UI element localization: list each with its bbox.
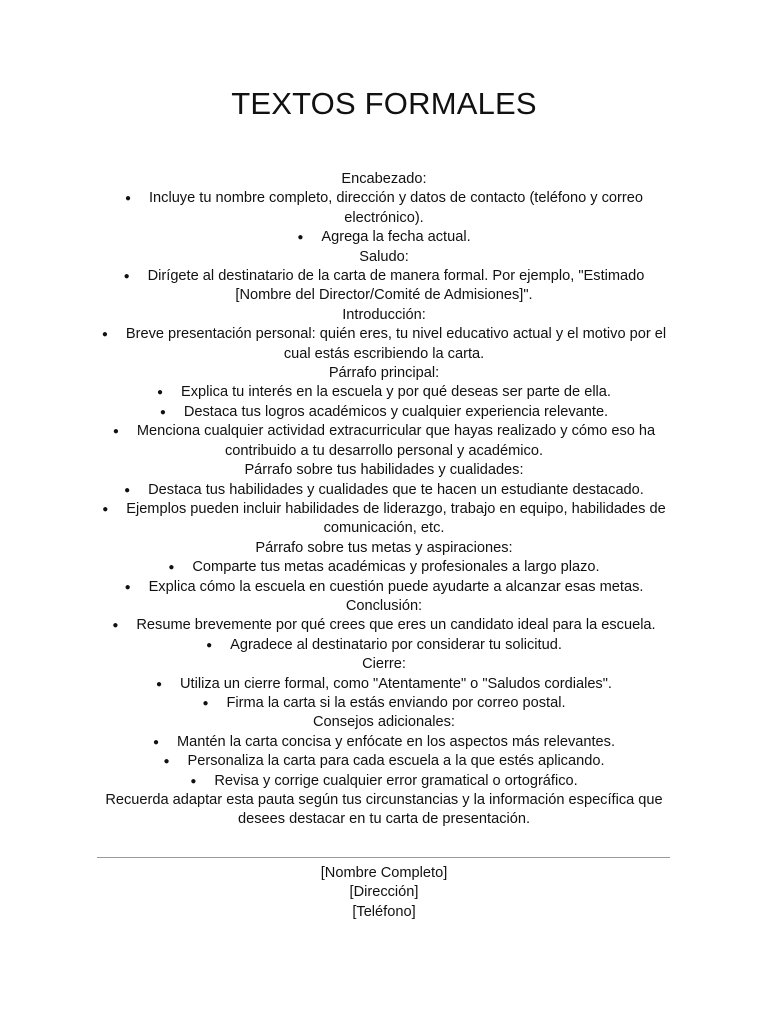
list-item-text: Agrega la fecha actual.	[321, 229, 471, 246]
section-heading-parrafo-principal: Párrafo principal:	[328, 365, 440, 382]
list-item	[96, 694, 672, 713]
section-list-saludo	[96, 267, 672, 306]
list-item-text: Incluye tu nombre completo, dirección y datos de contacto (teléfono y correo electrónico).	[148, 190, 644, 226]
list-item-text: Explica cómo la escuela en cuestión puede ayudarte a alcanzar esas metas.	[148, 578, 644, 595]
bullet-icon: ●	[124, 581, 131, 593]
bullet-icon: ●	[156, 678, 163, 690]
list-item-text: Menciona cualquier actividad extracurricular que hayas realizado y cómo eso ha contribuido a tu desarrollo personal y académico.	[136, 423, 656, 459]
list-item-text: Agradece al destinatario por considerar tu solicitud.	[230, 636, 562, 653]
bullet-icon: ●	[168, 562, 175, 574]
section-list-encabezado	[96, 189, 672, 247]
section-list-consejos	[96, 733, 672, 791]
list-item	[96, 616, 672, 635]
list-item-text: Explica tu interés en la escuela y por qué deseas ser parte de ella.	[181, 384, 611, 401]
bullet-icon: ●	[101, 329, 108, 341]
section-heading-metas: Párrafo sobre tus metas y aspiraciones:	[255, 539, 513, 556]
section-heading-cierre: Cierre:	[362, 656, 406, 673]
section-list-cierre	[96, 675, 672, 714]
bullet-icon: ●	[112, 426, 119, 438]
bullet-icon: ●	[297, 232, 304, 244]
bullet-icon: ●	[123, 271, 130, 283]
list-item	[96, 383, 672, 402]
document-title: TEXTOS FORMALES	[231, 86, 537, 121]
list-item	[96, 267, 672, 306]
section-list-metas	[96, 558, 672, 597]
list-item	[96, 675, 672, 694]
list-item-text: Resume brevemente por qué crees que eres un candidato ideal para la escuela.	[136, 617, 656, 634]
list-item-text: Utiliza un cierre formal, como "Atentamente" o "Saludos cordiales".	[180, 675, 612, 692]
list-item	[96, 500, 672, 539]
list-item	[96, 403, 672, 422]
section-heading-conclusion: Conclusión:	[345, 597, 423, 614]
list-item	[96, 558, 672, 577]
bullet-icon: ●	[112, 620, 119, 632]
horizontal-divider	[97, 857, 670, 858]
bullet-icon: ●	[159, 406, 166, 418]
document-body	[96, 170, 672, 830]
bullet-icon: ●	[157, 387, 164, 399]
section-list-parrafo-principal	[96, 383, 672, 461]
list-item-text: Dirígete al destinatario de la carta de manera formal. Por ejemplo, "Estimado [Nombre del Director/Comité de Admisiones]".	[147, 268, 645, 304]
list-item-text: Mantén la carta concisa y enfócate en los aspectos más relevantes.	[176, 733, 616, 750]
list-item-text: Breve presentación personal: quién eres, tu nivel educativo actual y el motivo por el cual estás escribiendo la carta.	[125, 326, 667, 362]
list-item	[96, 189, 672, 228]
list-item	[96, 733, 672, 752]
bullet-icon: ●	[124, 193, 132, 205]
list-item-text: Revisa y corrige cualquier error gramatical o ortográfico.	[214, 772, 578, 789]
signature-address: [Dirección]	[349, 884, 419, 901]
signature-phone: [Teléfono]	[352, 903, 416, 920]
section-list-habilidades	[96, 481, 672, 539]
closing-note: Recuerda adaptar esta pauta según tus circunstancias y la información específica que desees destacar en tu carta de presentación.	[105, 792, 663, 828]
section-heading-introduccion: Introducción:	[342, 306, 426, 323]
list-item-text: Firma la carta si la estás enviando por correo postal.	[226, 694, 566, 711]
bullet-icon: ●	[202, 697, 209, 709]
list-item	[96, 578, 672, 597]
bullet-icon: ●	[124, 484, 131, 496]
section-list-conclusion	[96, 616, 672, 655]
list-item-text: Destaca tus logros académicos y cualquier experiencia relevante.	[183, 403, 609, 420]
section-heading-encabezado: Encabezado:	[341, 171, 427, 187]
bullet-icon: ●	[206, 639, 213, 651]
list-item	[96, 636, 672, 655]
list-item-text: Destaca tus habilidades y cualidades que te hacen un estudiante destacado.	[148, 481, 644, 498]
list-item	[96, 422, 672, 461]
bullet-icon: ●	[190, 775, 197, 787]
section-heading-habilidades: Párrafo sobre tus habilidades y cualidades:	[244, 462, 524, 479]
list-item-text: Personaliza la carta para cada escuela a la que estés aplicando.	[187, 753, 605, 770]
list-item	[96, 228, 672, 247]
list-item	[96, 752, 672, 771]
bullet-icon: ●	[163, 756, 170, 768]
section-heading-consejos: Consejos adicionales:	[313, 714, 455, 731]
list-item-text: Ejemplos pueden incluir habilidades de liderazgo, trabajo en equipo, habilidades de comunicación, etc.	[126, 500, 666, 537]
bullet-icon: ●	[102, 503, 109, 515]
list-item	[96, 772, 672, 791]
list-item	[96, 481, 672, 500]
list-item	[96, 325, 672, 364]
section-heading-saludo: Saludo:	[359, 248, 409, 265]
list-item-text: Comparte tus metas académicas y profesionales a largo plazo.	[192, 559, 600, 576]
signature-name: [Nombre Completo]	[320, 865, 448, 881]
section-list-introduccion	[96, 325, 672, 364]
bullet-icon: ●	[152, 736, 160, 748]
signature-block	[0, 864, 768, 922]
